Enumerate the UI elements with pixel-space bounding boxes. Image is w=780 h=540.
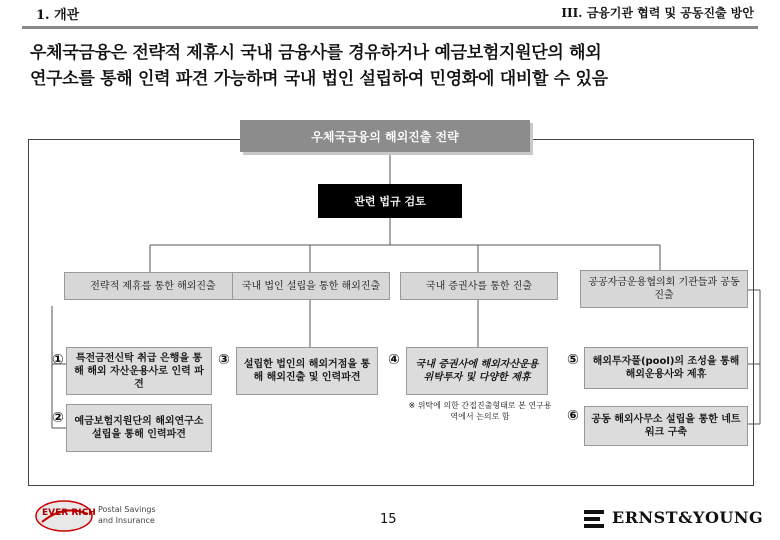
item-1-number: ① <box>52 352 64 368</box>
item-2-box: 예금보험지원단의 해외연구소 설립을 통해 인력파견 <box>66 404 212 452</box>
everrich-logo <box>32 496 172 536</box>
page-number: 15 <box>380 512 397 527</box>
everrich-logo-sub <box>98 504 156 526</box>
section-label: 1. 개관 <box>36 8 80 23</box>
item-6-number: ⑥ <box>567 408 579 424</box>
category-securities: 국내 증권사를 통한 진출 <box>400 272 558 300</box>
item-3-number: ③ <box>218 352 230 368</box>
category-strategic-alliance: 전략적 제휴를 통한 해외진출 <box>64 272 242 300</box>
item-4-number: ④ <box>388 352 400 368</box>
diagram-title: 우체국금융의 해외진출 전략 <box>240 120 530 152</box>
category-public-fund: 공공자금운용협의회 기관들과 공동 진출 <box>580 270 748 308</box>
headline-line-1: 우체국금융은 전략적 제휴시 국내 금융사를 경유하거나 예금보험지원단의 해외 <box>30 43 602 63</box>
item-5-number: ⑤ <box>567 352 579 368</box>
ernst-young-text: ERNST&YOUNG <box>612 508 764 527</box>
everrich-logo-sub-1: Postal Savings <box>98 505 156 514</box>
legal-review-box: 관련 법규 검토 <box>318 184 462 218</box>
item-1-box: 특전금전신탁 취급 은행을 통해 해외 자산운용사로 인력 파견 <box>66 347 212 395</box>
item-5-box: 해외투자풀(pool)의 조성을 통해 해외운용사와 제휴 <box>584 347 748 389</box>
headline-line-2: 연구소를 통해 인력 파견 가능하며 국내 법인 설립하여 민영화에 대비할 수 있음 <box>30 69 608 89</box>
item-3-box: 설립한 법인의 해외거점을 통해 해외진출 및 인력파견 <box>236 347 378 395</box>
item-6-box: 공동 해외사무소 설립을 통한 네트워크 구축 <box>584 406 748 446</box>
ernst-young-logo <box>582 504 762 534</box>
category-domestic-corp: 국내 법인 설립을 통한 해외진출 <box>232 272 390 300</box>
item-2-number: ② <box>52 410 64 426</box>
ernst-young-icon <box>582 506 608 532</box>
everrich-logo-text: EVER RICH <box>42 508 96 518</box>
everrich-logo-sub-2: and Insurance <box>98 516 155 525</box>
chapter-label: III. 금융기관 협력 및 공동진출 방안 <box>561 6 754 20</box>
footnote: ※ 위탁에 의한 간접진출형태로 본 연구용역에서 논의로 함 <box>408 401 552 421</box>
item-4-box: 국내 증권사에 해외자산운용 위탁투자 및 다양한 제휴 <box>406 347 548 395</box>
